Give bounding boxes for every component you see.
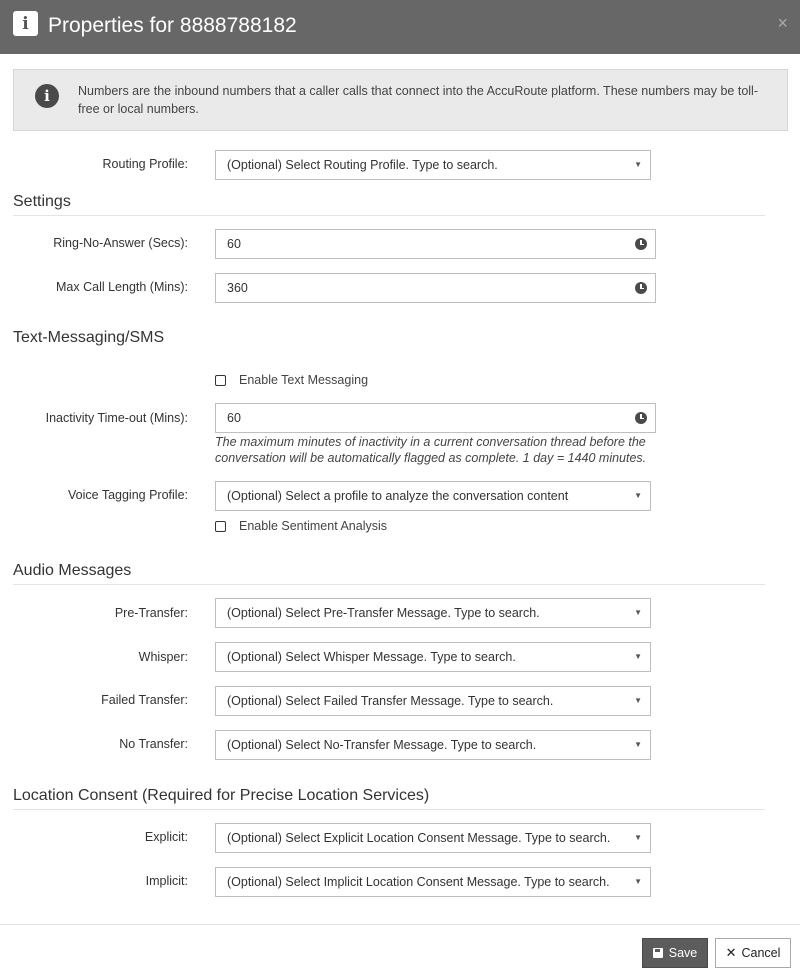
chevron-down-icon: ▼ bbox=[634, 652, 642, 661]
implicit-select[interactable] bbox=[215, 867, 651, 897]
inactivity-timeout-value: 60 bbox=[227, 411, 241, 425]
inactivity-timeout-input[interactable] bbox=[215, 403, 656, 433]
whisper-label: Whisper: bbox=[138, 650, 188, 664]
routing-profile-label: Routing Profile: bbox=[102, 157, 188, 171]
explicit-placeholder: (Optional) Select Explicit Location Consent Message. Type to search. bbox=[227, 831, 611, 845]
divider bbox=[13, 215, 765, 216]
voice-tagging-select[interactable] bbox=[215, 481, 651, 511]
save-label: Save bbox=[668, 946, 698, 960]
no-transfer-select[interactable] bbox=[215, 730, 651, 760]
footer-divider bbox=[0, 924, 800, 925]
floppy-disk-icon bbox=[653, 948, 663, 958]
explicit-label: Explicit: bbox=[144, 830, 188, 844]
whisper-placeholder: (Optional) Select Whisper Message. Type to search. bbox=[227, 650, 516, 664]
chevron-down-icon: ▼ bbox=[634, 608, 642, 617]
failed-transfer-placeholder: (Optional) Select Failed Transfer Message. Type to search. bbox=[227, 694, 554, 708]
close-icon[interactable]: × bbox=[777, 13, 788, 33]
settings-heading: Settings bbox=[13, 193, 71, 210]
chevron-down-icon: ▼ bbox=[634, 491, 642, 500]
info-circle-icon: i bbox=[35, 84, 59, 108]
explicit-select[interactable] bbox=[215, 823, 651, 853]
divider bbox=[13, 584, 765, 585]
failed-transfer-label: Failed Transfer: bbox=[101, 693, 188, 707]
implicit-label: Implicit: bbox=[145, 874, 188, 888]
implicit-placeholder: (Optional) Select Implicit Location Consent Message. Type to search. bbox=[227, 875, 610, 889]
enable-text-messaging-checkbox[interactable] bbox=[215, 375, 226, 386]
dialog-header bbox=[0, 0, 800, 54]
pre-transfer-label: Pre-Transfer: bbox=[114, 606, 188, 620]
info-notice bbox=[13, 69, 788, 131]
audio-heading: Audio Messages bbox=[13, 562, 132, 579]
enable-sentiment-checkbox[interactable] bbox=[215, 521, 226, 532]
chevron-down-icon: ▼ bbox=[634, 696, 642, 705]
close-icon: ✕ bbox=[725, 945, 737, 960]
routing-profile-placeholder: (Optional) Select Routing Profile. Type to search. bbox=[227, 158, 498, 172]
info-icon: i bbox=[13, 11, 38, 36]
chevron-down-icon: ▼ bbox=[634, 160, 642, 169]
no-transfer-label: No Transfer: bbox=[119, 737, 188, 751]
cancel-label: Cancel bbox=[741, 946, 781, 960]
whisper-select[interactable] bbox=[215, 642, 651, 672]
clock-icon bbox=[635, 412, 647, 424]
sms-heading: Text-Messaging/SMS bbox=[13, 329, 165, 346]
cancel-button[interactable] bbox=[715, 938, 791, 968]
location-heading: Location Consent (Required for Precise Location Services) bbox=[13, 787, 430, 804]
max-call-length-input[interactable] bbox=[215, 273, 656, 303]
chevron-down-icon: ▼ bbox=[634, 740, 642, 749]
chevron-down-icon: ▼ bbox=[634, 833, 642, 842]
dialog-title: Properties for 8888788182 bbox=[48, 14, 297, 37]
inactivity-help-text: The maximum minutes of inactivity in a current conversation thread before the conversation will be automatically flagged as complete. 1 day = 1440 minutes. bbox=[215, 435, 647, 465]
clock-icon bbox=[635, 282, 647, 294]
inactivity-timeout-label: Inactivity Time-out (Mins): bbox=[45, 411, 188, 425]
no-transfer-placeholder: (Optional) Select No-Transfer Message. Type to search. bbox=[227, 738, 537, 752]
voice-tagging-label: Voice Tagging Profile: bbox=[68, 488, 188, 502]
enable-sentiment-label: Enable Sentiment Analysis bbox=[239, 519, 388, 533]
max-call-length-label: Max Call Length (Mins): bbox=[56, 280, 188, 294]
clock-icon bbox=[635, 238, 647, 250]
ring-no-answer-value: 60 bbox=[227, 237, 241, 251]
routing-profile-select[interactable] bbox=[215, 150, 651, 180]
voice-tagging-placeholder: (Optional) Select a profile to analyze the conversation content bbox=[227, 489, 569, 503]
enable-text-messaging-label: Enable Text Messaging bbox=[239, 373, 369, 387]
ring-no-answer-input[interactable] bbox=[215, 229, 656, 259]
ring-no-answer-label: Ring-No-Answer (Secs): bbox=[53, 236, 188, 250]
enable-sentiment-row[interactable] bbox=[215, 519, 387, 533]
max-call-length-value: 360 bbox=[227, 281, 248, 295]
enable-text-messaging-row[interactable] bbox=[215, 373, 368, 387]
pre-transfer-select[interactable] bbox=[215, 598, 651, 628]
chevron-down-icon: ▼ bbox=[634, 877, 642, 886]
failed-transfer-select[interactable] bbox=[215, 686, 651, 716]
pre-transfer-placeholder: (Optional) Select Pre-Transfer Message. Type to search. bbox=[227, 606, 540, 620]
divider bbox=[13, 809, 765, 810]
info-text: Numbers are the inbound numbers that a caller calls that connect into the AccuRoute platform. These numbers may be toll-free or local numbers. bbox=[78, 84, 758, 116]
save-button[interactable] bbox=[642, 938, 708, 968]
